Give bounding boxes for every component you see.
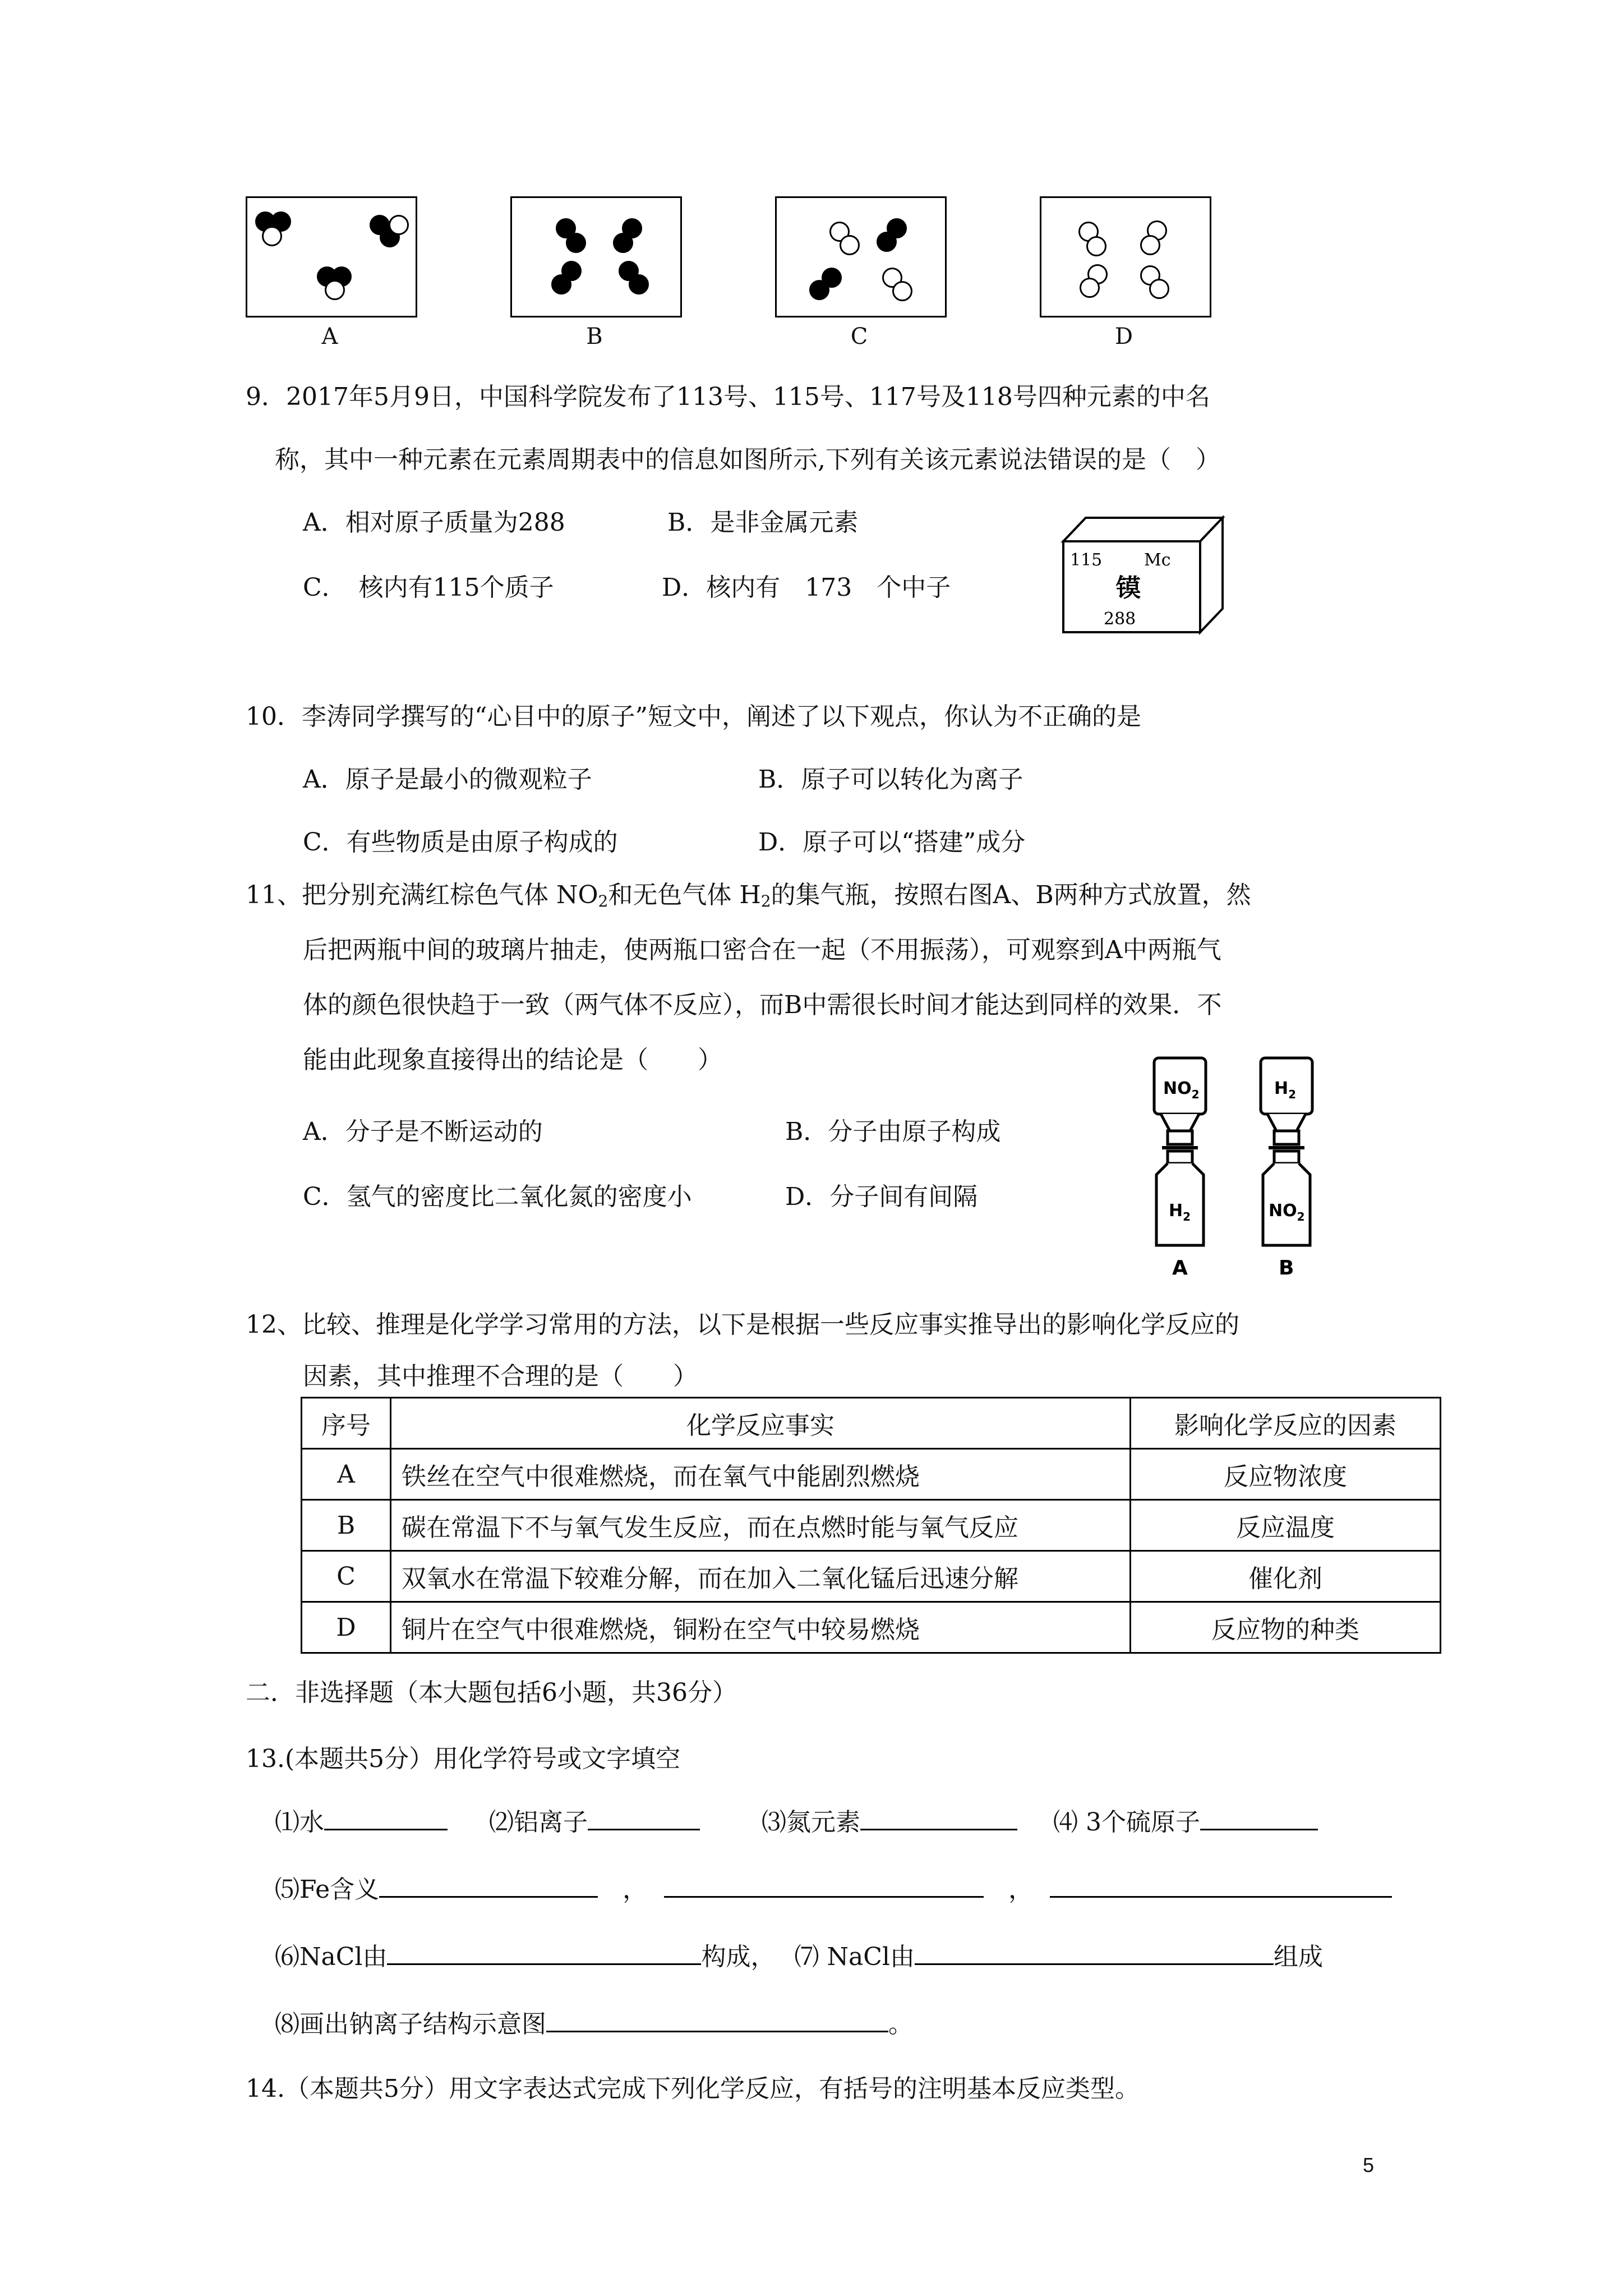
q12-line2: 因素，其中推理不合理的是（ ）: [303, 1362, 698, 1391]
atom-black: [566, 233, 586, 253]
answer-blank[interactable]: [1200, 1806, 1318, 1830]
q11-option-b: B．分子由原子构成: [785, 1117, 1001, 1146]
q13-part8-label: ⑻画出钠离子结构示意图: [275, 2010, 546, 2039]
q11-option-a: A．分子是不断运动的: [303, 1117, 543, 1146]
table-cell: 铜片在空气中很难燃烧，铜粉在空气中较易燃烧: [391, 1602, 1131, 1653]
figure-label-b: B: [586, 324, 603, 349]
q13-part2-label: ⑵铝离子: [489, 1808, 588, 1837]
atom-black: [613, 233, 633, 253]
atom-black: [551, 274, 571, 295]
molecule-box-c: [775, 196, 947, 318]
table-cell: B: [302, 1500, 391, 1551]
q11-line3: 体的颜色很快趋于一致（两气体不反应），而B中需很长时间才能达到同样的效果．不: [303, 991, 1222, 1019]
comma: ，: [623, 1875, 648, 1904]
table-cell: 反应温度: [1131, 1500, 1441, 1551]
atom-white: [389, 215, 409, 235]
subscript-2: 2: [760, 892, 771, 910]
subscript-2: 2: [1183, 1210, 1191, 1223]
atom-white: [1149, 279, 1169, 299]
answer-blank[interactable]: [1050, 1874, 1392, 1898]
subscript-2: 2: [1288, 1088, 1297, 1101]
table-header-cell: 序号: [302, 1398, 391, 1449]
bottle-a-bottom-label: H: [1169, 1201, 1183, 1221]
q13-row4: [275, 2008, 913, 2040]
atom-black: [809, 280, 829, 300]
table-cell: 催化剂: [1131, 1551, 1441, 1602]
bottle-b-bottom-label: NO: [1269, 1201, 1297, 1221]
element-card-figure: [1060, 508, 1228, 637]
bottle-label-a: A: [1172, 1257, 1188, 1279]
q11-line1-part1: 11、把分别充满红棕色气体 NO: [246, 881, 598, 909]
table-cell: 双氧水在常温下较难分解，而在加入二氧化锰后迅速分解: [391, 1551, 1131, 1602]
answer-blank[interactable]: [588, 1806, 700, 1830]
section-2-heading: 二．非选择题（本大题包括6小题，共36分）: [246, 1678, 737, 1707]
q13-part5-label: ⑸Fe含义: [275, 1875, 380, 1904]
q13-part6-suffix: 构成，: [701, 1943, 776, 1971]
figure-label-c: C: [850, 324, 868, 349]
atom-white: [325, 280, 345, 300]
q9-option-c: C． 核内有115个质子: [303, 573, 554, 602]
table-row: [302, 1551, 1441, 1602]
molecule-box-a: [246, 196, 417, 318]
table-header-cell: 影响化学反应的因素: [1131, 1398, 1441, 1449]
answer-blank[interactable]: [387, 1941, 701, 1965]
q9-line2: 称，其中一种元素在元素周期表中的信息如图所示,下列有关该元素说法错误的是（ ）: [275, 445, 1220, 474]
q11-option-d: D．分子间有间隔: [785, 1182, 978, 1211]
answer-blank[interactable]: [379, 1874, 598, 1898]
q10-option-b: B．原子可以转化为离子: [758, 765, 1023, 794]
q11-line1-part3: 的集气瓶，按照右图A、B两种方式放置，然: [771, 881, 1251, 909]
q11-line1-part2: 和无色气体 H: [608, 881, 761, 909]
q13-part6-label: ⑹NaCl由: [275, 1943, 388, 1971]
q14-stem: 14.（本题共5分）用文字表达式完成下列化学反应，有括号的注明基本反应类型。: [246, 2074, 1140, 2103]
q13-row3: [275, 1941, 1323, 1973]
q13-part3-label: ⑶氮元素: [762, 1808, 860, 1837]
answer-blank[interactable]: [915, 1941, 1274, 1965]
q13-part7-label: ⑺ NaCl由: [794, 1943, 915, 1971]
q13-part1-label: ⑴水: [275, 1808, 324, 1837]
q13-part8-suffix: 。: [888, 2010, 913, 2039]
q12-table: [301, 1397, 1441, 1654]
q9-line1: 9．2017年5月9日，中国科学院发布了113号、115号、117号及118号四种元素的中名: [246, 383, 1210, 411]
atom-white: [1086, 236, 1106, 256]
table-row: [302, 1500, 1441, 1551]
answer-blank[interactable]: [324, 1806, 448, 1830]
answer-blank[interactable]: [664, 1874, 984, 1898]
q11-line4: 能由此现象直接得出的结论是（ ）: [303, 1046, 722, 1074]
q12-line1: 12、比较、推理是化学学习常用的方法，以下是根据一些反应事实推导出的影响化学反应的: [246, 1310, 1239, 1339]
subscript-2: 2: [1297, 1210, 1305, 1223]
answer-blank[interactable]: [860, 1806, 1017, 1830]
table-cell: 碳在常温下不与氧气发生反应，而在点燃时能与氧气反应: [391, 1500, 1131, 1551]
page-number: 5: [1363, 2154, 1375, 2177]
atom-white: [840, 235, 860, 255]
q11-line2: 后把两瓶中间的玻璃片抽走，使两瓶口密合在一起（不用振荡），可观察到A中两瓶气: [303, 936, 1221, 964]
table-cell: 反应物浓度: [1131, 1449, 1441, 1500]
atom-black: [877, 232, 897, 252]
subscript-2: 2: [1191, 1088, 1200, 1101]
q9-option-b: B．是非金属元素: [667, 508, 859, 537]
q9-option-d: D．核内有 173 个中子: [662, 573, 951, 602]
atom-white: [262, 226, 282, 246]
molecule-box-b: [510, 196, 682, 318]
molecule-box-d: [1040, 196, 1211, 318]
answer-blank[interactable]: [546, 2008, 888, 2032]
table-cell: 铁丝在空气中很难燃烧，而在氧气中能剧烈燃烧: [391, 1449, 1131, 1500]
table-cell: C: [302, 1551, 391, 1602]
subscript-2: 2: [598, 892, 608, 910]
q13-part7-suffix: 组成: [1273, 1943, 1323, 1971]
atom-black: [629, 274, 649, 295]
q13-row2: [275, 1874, 1392, 1906]
figure-label-d: D: [1114, 324, 1133, 349]
q13-stem: 13.(本题共5分）用化学符号或文字填空: [246, 1745, 681, 1773]
table-row: [302, 1602, 1441, 1653]
table-cell: A: [302, 1449, 391, 1500]
comma: ，: [1008, 1875, 1034, 1904]
q11-option-c: C．氢气的密度比二氧化氮的密度小: [303, 1182, 692, 1211]
bottle-b-top-label: H: [1274, 1079, 1289, 1098]
element-atomic-number: 115: [1070, 550, 1103, 570]
bottle-pair-b: [1261, 1058, 1312, 1279]
table-cell: D: [302, 1602, 391, 1653]
bottle-label-b: B: [1279, 1257, 1294, 1279]
q10-option-c: C．有些物质是由原子构成的: [303, 828, 618, 857]
bottle-pair-a: [1154, 1058, 1206, 1279]
element-symbol: Mc: [1144, 550, 1171, 570]
table-row: [302, 1449, 1441, 1500]
table-header-row: [302, 1398, 1441, 1449]
q10-stem: 10．李涛同学撰写的“心目中的原子”短文中，阐述了以下观点，你认为不正确的是: [246, 702, 1141, 731]
element-name: 镆: [1116, 574, 1141, 602]
q13-row1: [275, 1806, 1318, 1838]
table-cell: 反应物的种类: [1131, 1602, 1441, 1653]
element-mass: 288: [1104, 609, 1136, 629]
q10-option-a: A．原子是最小的微观粒子: [303, 765, 592, 794]
q9-option-a: A．相对原子质量为288: [303, 508, 565, 537]
gas-bottles-figure: [1144, 1055, 1352, 1279]
q10-option-d: D．原子可以“搭建”成分: [758, 828, 1026, 857]
figure-label-a: A: [321, 324, 338, 349]
q13-part4-label: ⑷ 3个硫原子: [1053, 1808, 1200, 1837]
atom-white: [1080, 278, 1100, 298]
atom-white: [892, 281, 912, 301]
atom-white: [1140, 235, 1160, 255]
q11-line1: [246, 880, 1251, 917]
table-header-cell: 化学反应事实: [391, 1398, 1131, 1449]
bottle-a-top-label: NO: [1163, 1079, 1192, 1098]
